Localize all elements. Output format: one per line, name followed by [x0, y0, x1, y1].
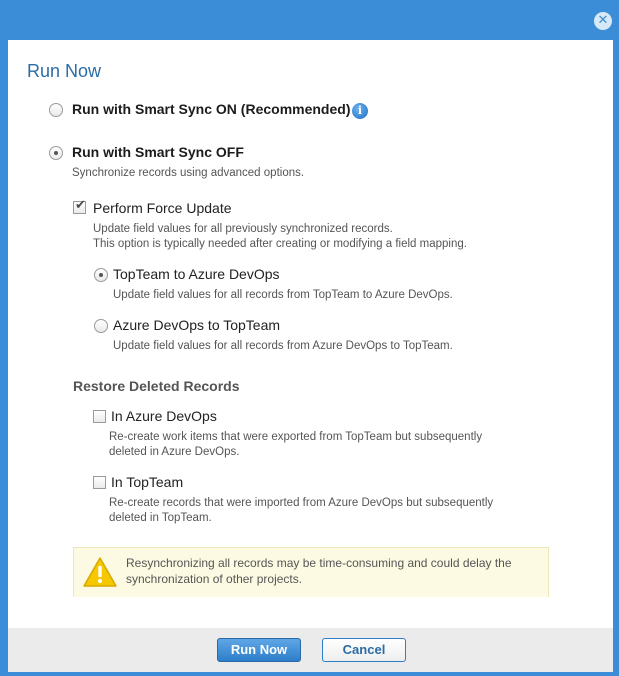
- checkmark-icon: ✔: [75, 198, 86, 213]
- topteam-to-azure-description: Update field values for all records from TopTeam to Azure DevOps.: [113, 289, 453, 301]
- in-topteam-label[interactable]: In TopTeam: [111, 474, 184, 490]
- force-update-description-2: This option is typically needed after creating or modifying a field mapping.: [93, 238, 467, 250]
- restore-heading: Restore Deleted Records: [73, 378, 240, 394]
- warning-box: [73, 547, 549, 597]
- topteam-to-azure-label[interactable]: TopTeam to Azure DevOps: [113, 266, 280, 282]
- warning-text: [126, 555, 536, 587]
- smart-sync-off-label[interactable]: Run with Smart Sync OFF: [72, 144, 244, 160]
- smart-sync-off-description: Synchronize records using advanced options.: [72, 167, 305, 179]
- force-update-description-1: Update field values for all previously synchronized records.: [93, 223, 393, 235]
- run-now-button[interactable]: Run Now: [217, 638, 301, 662]
- in-azure-description-1: Re-create work items that were exported from TopTeam but subsequently: [109, 431, 483, 443]
- warning-icon: [82, 556, 118, 588]
- azure-to-topteam-description: Update field values for all records from Azure DevOps to TopTeam.: [113, 340, 453, 352]
- in-azure-label[interactable]: In Azure DevOps: [111, 408, 217, 424]
- topteam-to-azure-radio[interactable]: [94, 268, 108, 282]
- in-azure-description-2: deleted in Azure DevOps.: [109, 446, 240, 458]
- close-icon: ✕: [597, 13, 609, 28]
- azure-to-topteam-label[interactable]: Azure DevOps to TopTeam: [113, 317, 281, 333]
- dialog-title: Run Now: [27, 61, 102, 81]
- force-update-checkbox[interactable]: [73, 198, 86, 214]
- force-update-label[interactable]: Perform Force Update: [93, 200, 232, 216]
- close-button[interactable]: [594, 12, 612, 30]
- smart-sync-off-radio[interactable]: [49, 146, 63, 160]
- in-topteam-description-1: Re-create records that were imported from Azure DevOps but subsequently: [109, 497, 494, 509]
- dialog-footer: [8, 628, 613, 672]
- info-icon[interactable]: i: [352, 103, 368, 119]
- in-topteam-checkbox[interactable]: [93, 476, 106, 489]
- warning-line-2: synchronization of other projects.: [126, 572, 303, 586]
- in-topteam-description-2: deleted in TopTeam.: [109, 512, 212, 524]
- azure-to-topteam-radio[interactable]: [94, 319, 108, 333]
- cancel-button[interactable]: Cancel: [322, 638, 406, 662]
- smart-sync-on-radio[interactable]: [49, 103, 63, 117]
- smart-sync-on-label[interactable]: Run with Smart Sync ON (Recommended): [72, 101, 351, 117]
- warning-line-1: Resynchronizing all records may be time-consuming and could delay the: [126, 556, 512, 570]
- dialog-body: [8, 40, 613, 628]
- in-azure-checkbox[interactable]: [93, 410, 106, 423]
